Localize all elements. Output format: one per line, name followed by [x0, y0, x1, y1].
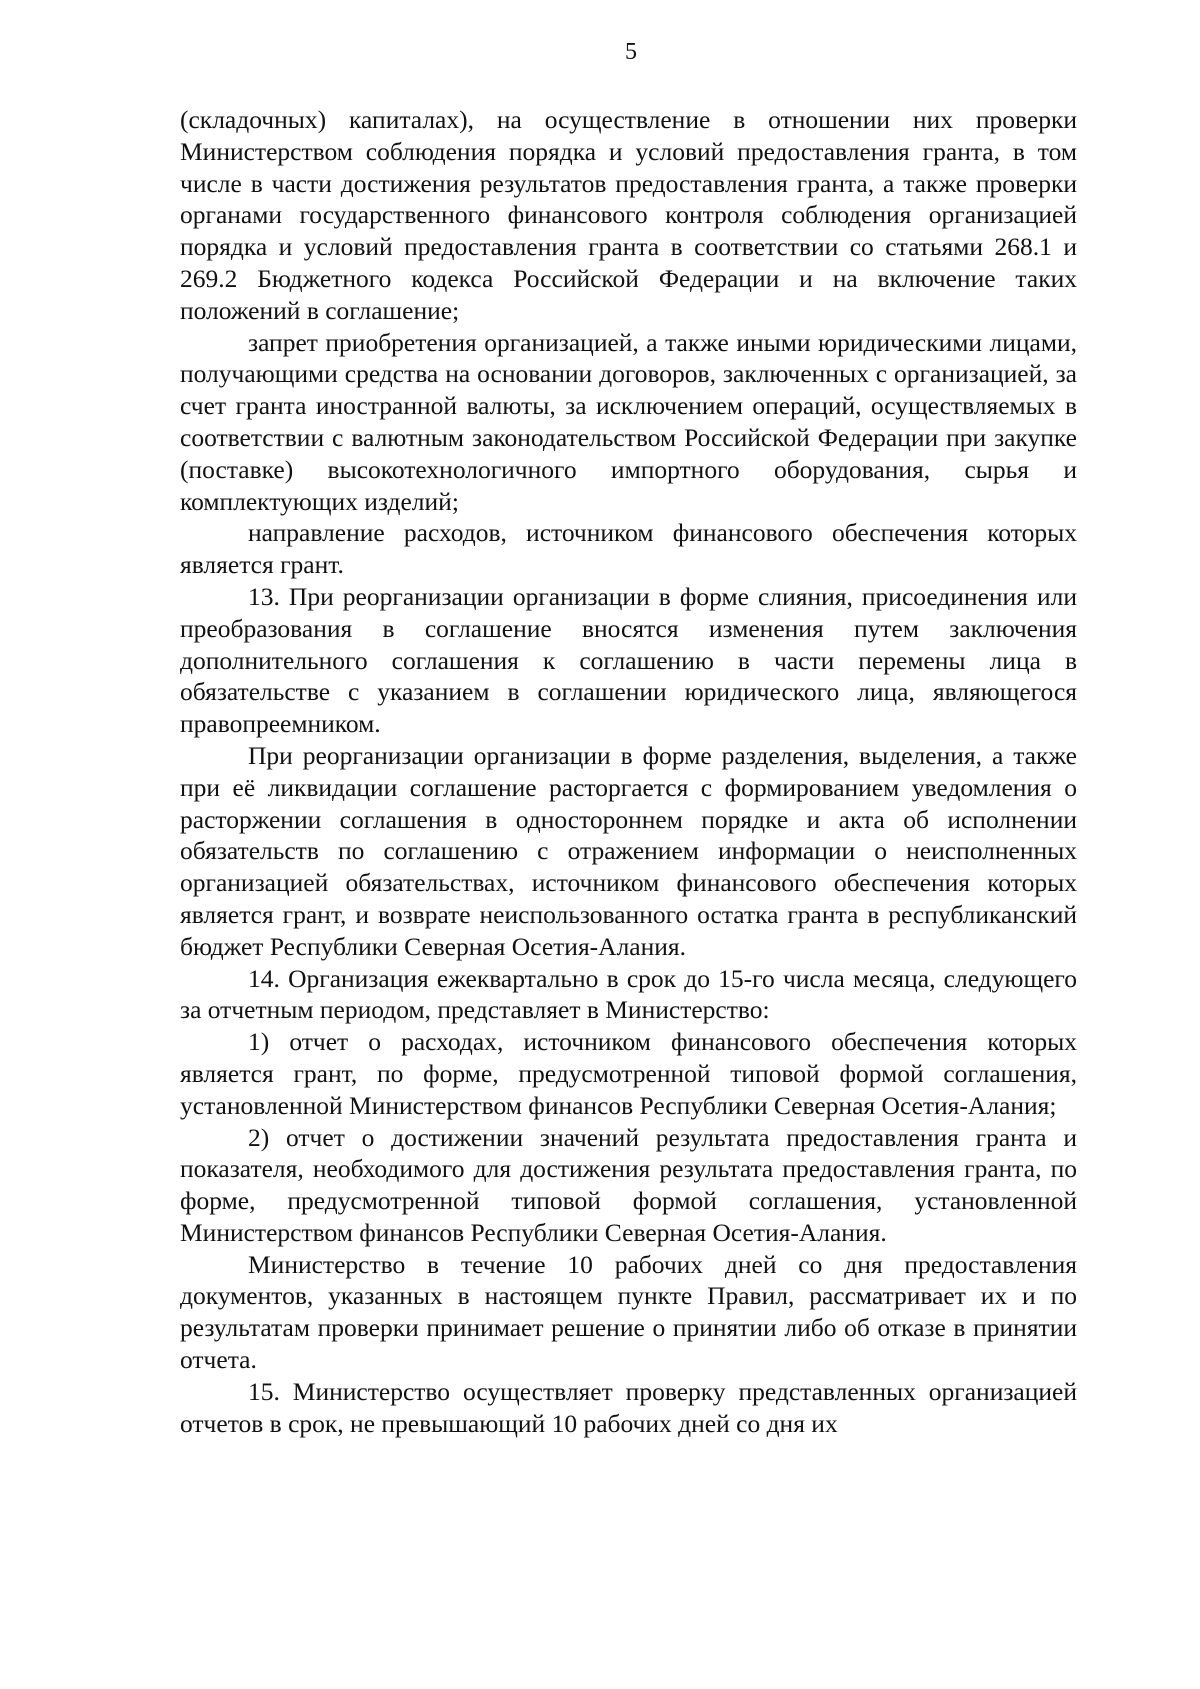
document-body	[180, 104, 1077, 1439]
paragraph-item-14: 14. Организация ежеквартально в срок до 15-го числа месяца, следующего за отчетным периодом, представляет в Министерство:	[180, 963, 1077, 1025]
paragraph-reorganization-termination: При реорганизации организации в форме разделения, выделения, а также при её ликвидации соглашение расторгается с формированием уведомления о расторжении соглашения в одностороннем порядке и акта об исполнении обязательств по соглашению с отражением информации о неисполненных организацией обязательствах, источником финансового обеспечения которых является грант, и возврате неиспользованного остатка гранта в республиканский бюджет Республики Северная Осетия-Алания.	[180, 740, 1077, 961]
paragraph-item-15: 15. Министерство осуществляет проверку представленных организацией отчетов в срок, не превышающий 10 рабочих дней со дня их	[180, 1376, 1077, 1438]
paragraph-expense-direction: направление расходов, источником финансового обеспечения которых является грант.	[180, 518, 1077, 580]
paragraph-item-13: 13. При реорганизации организации в форме слияния, присоединения или преобразования в соглашение вносятся изменения путем заключения дополнительного соглашения к соглашению в части перемены лица в обязательстве с указанием в соглашении юридического лица, являющегося правопреемником.	[180, 581, 1077, 739]
paragraph-report-results: 2) отчет о достижении значений результата предоставления гранта и показателя, необходимого для достижения результата предоставления гранта, по форме, предусмотренной типовой формой соглашения, установленной Министерством финансов Республики Северная Осетия-Алания.	[180, 1122, 1077, 1247]
paragraph-continuation: (складочных) капиталах), на осуществление в отношении них проверки Министерством соблюдения порядка и условий предоставления гранта, в том числе в части достижения результатов предоставления гранта, а также проверки органами государственного финансового контроля соблюдения организацией порядка и условий предоставления гранта в соответствии со статьями 268.1 и 269.2 Бюджетного кодекса Российской Федерации и на включение таких положений в соглашение;	[180, 105, 1077, 325]
paragraph-report-expenses: 1) отчет о расходах, источником финансового обеспечения которых является грант, по форме, предусмотренной типовой формой соглашения, установленной Министерством финансов Республики Северная Осетия-Алания;	[180, 1027, 1077, 1120]
page-number: 5	[625, 39, 637, 65]
paragraph-foreign-currency-ban: запрет приобретения организацией, а также иными юридическими лицами, получающими средства на основании договоров, заключенных с организацией, за счет гранта иностранной валюты, за исключением операций, осуществляемых в соответствии с валютным законодательством Российской Федерации при закупке (поставке) высокотехнологичного импортного оборудования, сырья и комплектующих изделий;	[180, 327, 1077, 516]
paragraph-ministry-review: Министерство в течение 10 рабочих дней со дня предоставления документов, указанных в настоящем пункте Правил, рассматривает их и по результатам проверки принимает решение о принятии либо об отказе в принятии отчета.	[180, 1249, 1077, 1375]
